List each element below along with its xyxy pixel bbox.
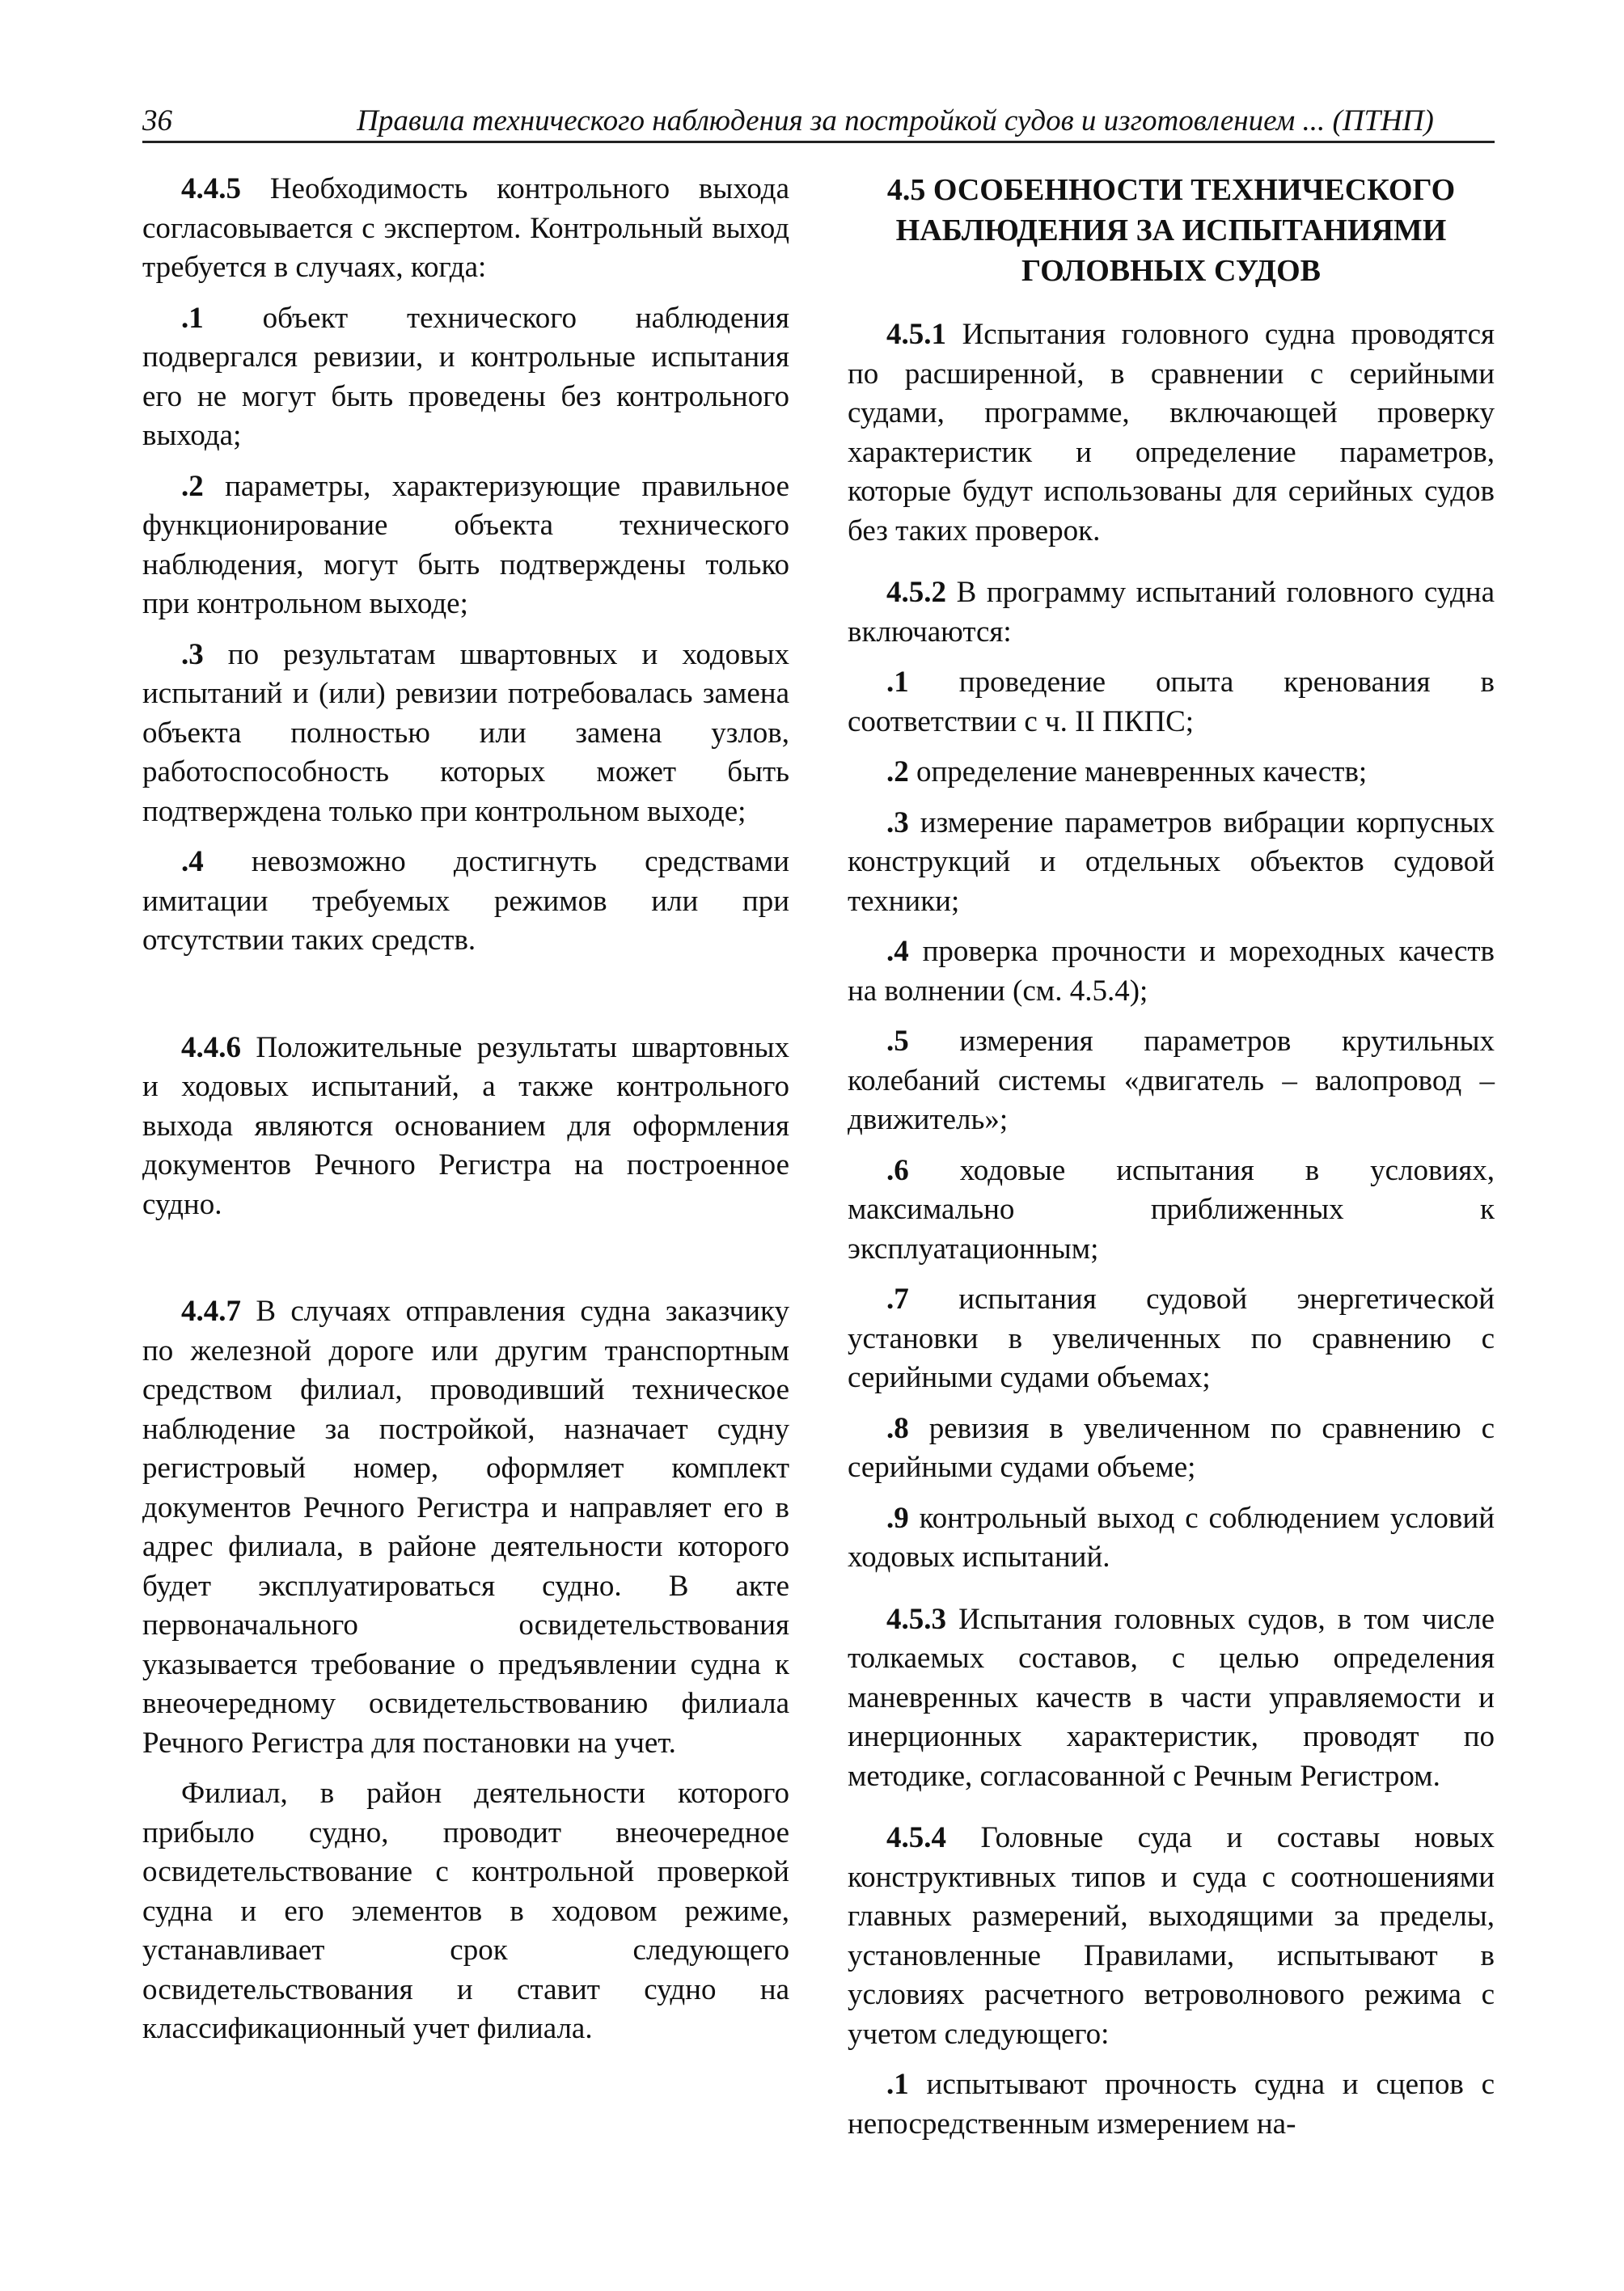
clause-text: Испытания головных судов, в том числе толкаемых составов, с целью определения маневренных качеств в части управляемости и инерционных характеристик, проводят по методике, согласованной с Речным Регистром.	[848, 1602, 1495, 1793]
list-item	[142, 636, 789, 832]
clause-number: 4.4.5	[181, 172, 241, 205]
paragraph-4-5-2	[848, 573, 1495, 652]
item-number: .8	[886, 1411, 909, 1445]
paragraph-4-4-6	[142, 1029, 789, 1225]
item-number: .2	[181, 469, 204, 503]
list-item	[848, 1280, 1495, 1398]
clause-text: Головные суда и составы новых конструктивных типов и суда с соотношениями главных размерений, выходящими за пределы, установленные Правилами, испытывают в условиях расчетного ветроволнового режима с учетом следующего:	[848, 1821, 1495, 2051]
list-item	[142, 467, 789, 624]
item-number: .4	[181, 845, 204, 878]
item-number: .9	[886, 1501, 909, 1535]
item-text: невозможно достигнуть средствами имитации требуемых режимов или при отсутствии таких средств.	[142, 845, 789, 957]
right-column	[848, 170, 1495, 2144]
list-item	[848, 2065, 1495, 2144]
clause-number: 4.5.3	[886, 1602, 946, 1636]
item-number: .4	[886, 935, 909, 968]
item-number: .3	[886, 805, 909, 839]
clause-text: В случаях отправления судна заказчику по железной дороге или другим транспортным средством филиал, проводивший техническое наблюдение за постройкой, назначает судну регистровый номер, оформляет комплект документов Речного Регистра и направляет его в адрес филиала, в районе деятельности которого будет эксплуатироваться судно. В акте первоначального освидетельствования указывается требование о предъявлении судна к внеочередному освидетельствованию филиала Речного Регистра для постановки на учет.	[142, 1295, 789, 1760]
item-number: .7	[886, 1283, 909, 1316]
paragraph-4-5-4	[848, 1819, 1495, 2054]
page-number: 36	[142, 104, 172, 137]
item-text: измерения параметров крутильных колебаний системы «двигатель – валопровод – движитель»;	[848, 1025, 1495, 1136]
item-number: .3	[181, 637, 204, 671]
clause-number: 4.5.1	[886, 318, 946, 351]
left-column	[142, 170, 789, 2049]
running-title: Правила технического наблюдения за постройкой судов и изготовлением ... (ПТНП)	[357, 104, 1434, 137]
item-text: параметры, характеризующие правильное функционирование объекта технического наблюдения, могут быть подтверждены только при контрольном выходе;	[142, 469, 790, 620]
item-number: .1	[886, 666, 909, 699]
paragraph-4-4-7-continued: Филиал, в район деятельности которого прибыло судно, проводит внеочередное освидетельствование с контрольной проверкой судна и его элементов в ходовом режиме, устанавливает срок следующего освидетельствования и ставит судно на классификационный учет филиала.	[142, 1777, 789, 2045]
item-text: по результатам швартовных и ходовых испытаний и (или) ревизии потребовалась замена объекта полностью или замена узлов, работоспособность которых может быть подтверждена только при контрольном выходе;	[142, 637, 790, 828]
page-header	[142, 102, 1495, 143]
item-text: объект технического наблюдения подвергался ревизии, и контрольные испытания его не могут быть проведены без контрольного выхода;	[142, 301, 789, 452]
clause-number: 4.4.7	[181, 1295, 241, 1328]
list-item	[848, 804, 1495, 922]
item-text: испытания судовой энергетической установки в увеличенных по сравнению с серийными судами объемах;	[848, 1283, 1495, 1394]
clause-number: 4.5.4	[886, 1821, 946, 1854]
item-number: .6	[886, 1153, 909, 1187]
item-text: проверка прочности и мореходных качеств на волнении (см. 4.5.4);	[848, 935, 1495, 1008]
clause-text: В программу испытаний головного судна включаются:	[848, 576, 1495, 649]
item-number: .1	[181, 301, 204, 335]
item-text: ходовые испытания в условиях, максимально приближенных к эксплуатационным;	[848, 1153, 1495, 1266]
list-item	[848, 1410, 1495, 1488]
item-number: .2	[886, 755, 909, 788]
item-number: .5	[886, 1025, 909, 1058]
section-title: 4.5 ОСОБЕННОСТИ ТЕХНИЧЕСКОГО НАБЛЮДЕНИЯ ЗА ИСПЫТАНИЯМИ ГОЛОВНЫХ СУДОВ	[886, 173, 1456, 288]
list-item	[142, 843, 789, 961]
clause-text: Испытания головного судна проводятся по расширенной, в сравнении с серийными судами, программе, включающей проверку характеристик и определение параметров, которые будут использованы для серийных судов без таких проверок.	[848, 318, 1495, 547]
clause-number: 4.4.6	[181, 1030, 241, 1064]
paragraph-4-4-7	[142, 1292, 789, 1763]
list-item	[848, 1499, 1495, 1578]
item-text: контрольный выход с соблюдением условий ходовых испытаний.	[848, 1501, 1495, 1574]
paragraph-4-4-5	[142, 170, 789, 288]
item-text: определение маневренных качеств;	[916, 755, 1368, 788]
list-item	[142, 299, 789, 456]
item-number: .1	[886, 2068, 909, 2101]
clause-text: Положительные результаты швартовных и ходовых испытаний, а также контрольного выхода являются основанием для оформления документов Речного Регистра на построенное судно.	[142, 1030, 789, 1221]
list-item	[848, 753, 1495, 793]
clause-number: 4.5.2	[886, 576, 946, 609]
clause-text: Необходимость контрольного выхода согласовывается с экспертом. Контрольный выход требуется в случаях, когда:	[142, 172, 790, 284]
paragraph-4-5-1	[848, 315, 1495, 551]
item-text: испытывают прочность судна и сцепов с непосредственным измерением на-	[848, 2068, 1495, 2141]
list-item	[848, 932, 1495, 1011]
paragraph-4-5-3	[848, 1600, 1495, 1797]
item-text: измерение параметров вибрации корпусных конструкций и отдельных объектов судовой техники;	[848, 805, 1495, 918]
item-text: проведение опыта кренования в соответствии с ч. II ПКПС;	[848, 666, 1495, 738]
list-item	[848, 663, 1495, 742]
list-item	[848, 1152, 1495, 1270]
list-item	[848, 1022, 1495, 1140]
item-text: ревизия в увеличенном по сравнению с серийными судами объеме;	[848, 1411, 1495, 1484]
